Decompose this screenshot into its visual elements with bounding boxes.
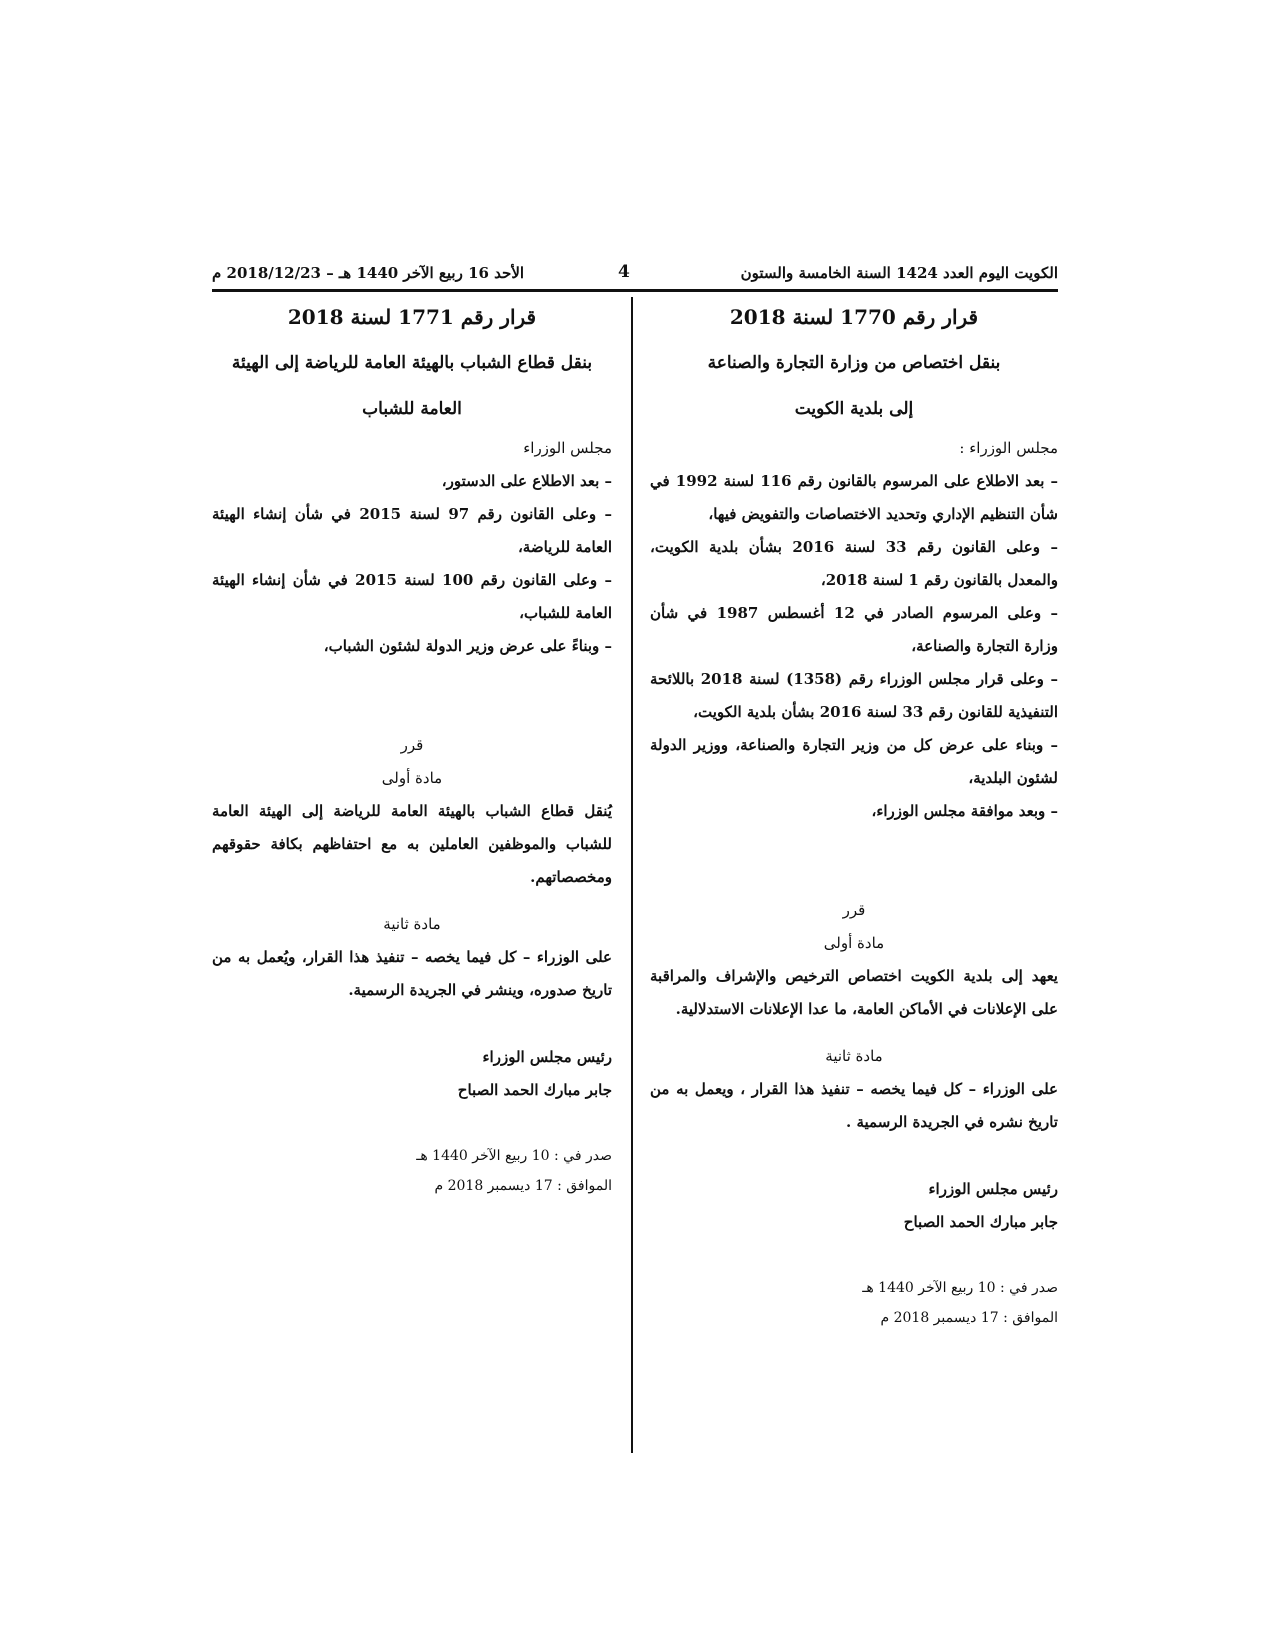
corresponding-date: الموافق : 17 ديسمبر 2018 م: [434, 1178, 612, 1194]
decree-subtitle: العامة للشباب: [362, 399, 462, 419]
issued-date: صدر في : 10 ربيع الآخر 1440 هـ: [862, 1280, 1058, 1296]
decree-title: قرار رقم 1771 لسنة 2018: [287, 305, 537, 329]
decided-label: قرر: [842, 901, 866, 919]
article-text: على الوزراء – كل فيما يخصه – تنفيذ هذا القرار، ويُعمل به من تاريخ صدوره، وينشر في الجريدة الرسمية.: [212, 948, 612, 999]
article-heading: مادة ثانية: [825, 1047, 883, 1065]
issue-info: الكويت اليوم العدد 1424 السنة الخامسة والستون: [740, 264, 1058, 282]
decree-1771: [212, 300, 612, 1201]
preamble-item: – وبناء على عرض كل من وزير التجارة والصناعة، ووزير الدولة لشئون البلدية،: [650, 736, 1058, 787]
preamble-item: – بعد الاطلاع على الدستور،: [441, 472, 612, 490]
preamble-item: – وبعد موافقة مجلس الوزراء،: [871, 802, 1058, 820]
article-text: على الوزراء – كل فيما يخصه – تنفيذ هذا القرار ، ويعمل به من تاريخ نشره في الجريدة الرسمية .: [650, 1080, 1058, 1131]
signatory-name: جابر مبارك الحمد الصباح: [457, 1081, 612, 1099]
signatory-title: رئيس مجلس الوزراء: [928, 1180, 1058, 1198]
page-header: [212, 258, 1058, 288]
preamble-item: – وبناءً على عرض وزير الدولة لشئون الشباب،: [323, 637, 612, 655]
header-rule: [212, 289, 1058, 292]
decree-subtitle: بنقل قطاع الشباب بالهيئة العامة للرياضة إلى الهيئة: [231, 353, 593, 373]
article-text: يُنقل قطاع الشباب بالهيئة العامة للرياضة إلى الهيئة العامة للشباب والموظفين العاملين به مع احتفاظهم بكافة حقوقهم ومخصصاتهم.: [212, 802, 612, 886]
preamble-item: – وعلى المرسوم الصادر في 12 أغسطس 1987 في شأن وزارة التجارة والصناعة،: [650, 604, 1059, 655]
page-number: 4: [618, 262, 630, 282]
council-label: مجلس الوزراء :: [959, 439, 1058, 457]
preamble-item: – بعد الاطلاع على المرسوم بالقانون رقم 116 لسنة 1992 في شأن التنظيم الإداري وتحديد الاختصاصات والتفويض فيها،: [650, 472, 1058, 523]
decree-subtitle: إلى بلدية الكويت: [794, 399, 914, 419]
council-label: مجلس الوزراء: [523, 439, 612, 457]
article-heading: مادة أولى: [381, 769, 443, 787]
preamble-item: – وعلى القانون رقم 100 لسنة 2015 في شأن إنشاء الهيئة العامة للشباب،: [212, 571, 612, 622]
decree-subtitle: بنقل اختصاص من وزارة التجارة والصناعة: [707, 353, 1001, 373]
signatory-title: رئيس مجلس الوزراء: [482, 1048, 612, 1066]
article-heading: مادة ثانية: [383, 915, 441, 933]
corresponding-date: الموافق : 17 ديسمبر 2018 م: [880, 1310, 1058, 1326]
article-heading: مادة أولى: [823, 934, 885, 952]
column-divider: [631, 297, 633, 1453]
preamble-item: – وعلى القانون رقم 33 لسنة 2016 بشأن بلدية الكويت، والمعدل بالقانون رقم 1 لسنة 2018،: [650, 538, 1058, 589]
decided-label: قرر: [400, 736, 424, 754]
decree-title: قرار رقم 1770 لسنة 2018: [729, 305, 979, 329]
preamble-item: – وعلى القانون رقم 97 لسنة 2015 في شأن إنشاء الهيئة العامة للرياضة،: [212, 505, 613, 556]
header-date: الأحد 16 ربيع الآخر 1440 هـ – 2018/12/23 م: [212, 264, 525, 282]
decree-1770: [650, 300, 1058, 1333]
article-text: يعهد إلى بلدية الكويت اختصاص الترخيص والإشراف والمراقبة على الإعلانات في الأماكن العامة، ما عدا الإعلانات الاستدلالية.: [650, 967, 1058, 1018]
preamble-item: – وعلى قرار مجلس الوزراء رقم (1358) لسنة 2018 باللائحة التنفيذية للقانون رقم 33 لسنة 2016 بشأن بلدية الكويت،: [650, 670, 1059, 721]
issued-date: صدر في : 10 ربيع الآخر 1440 هـ: [416, 1148, 612, 1164]
signatory-name: جابر مبارك الحمد الصباح: [903, 1213, 1058, 1231]
